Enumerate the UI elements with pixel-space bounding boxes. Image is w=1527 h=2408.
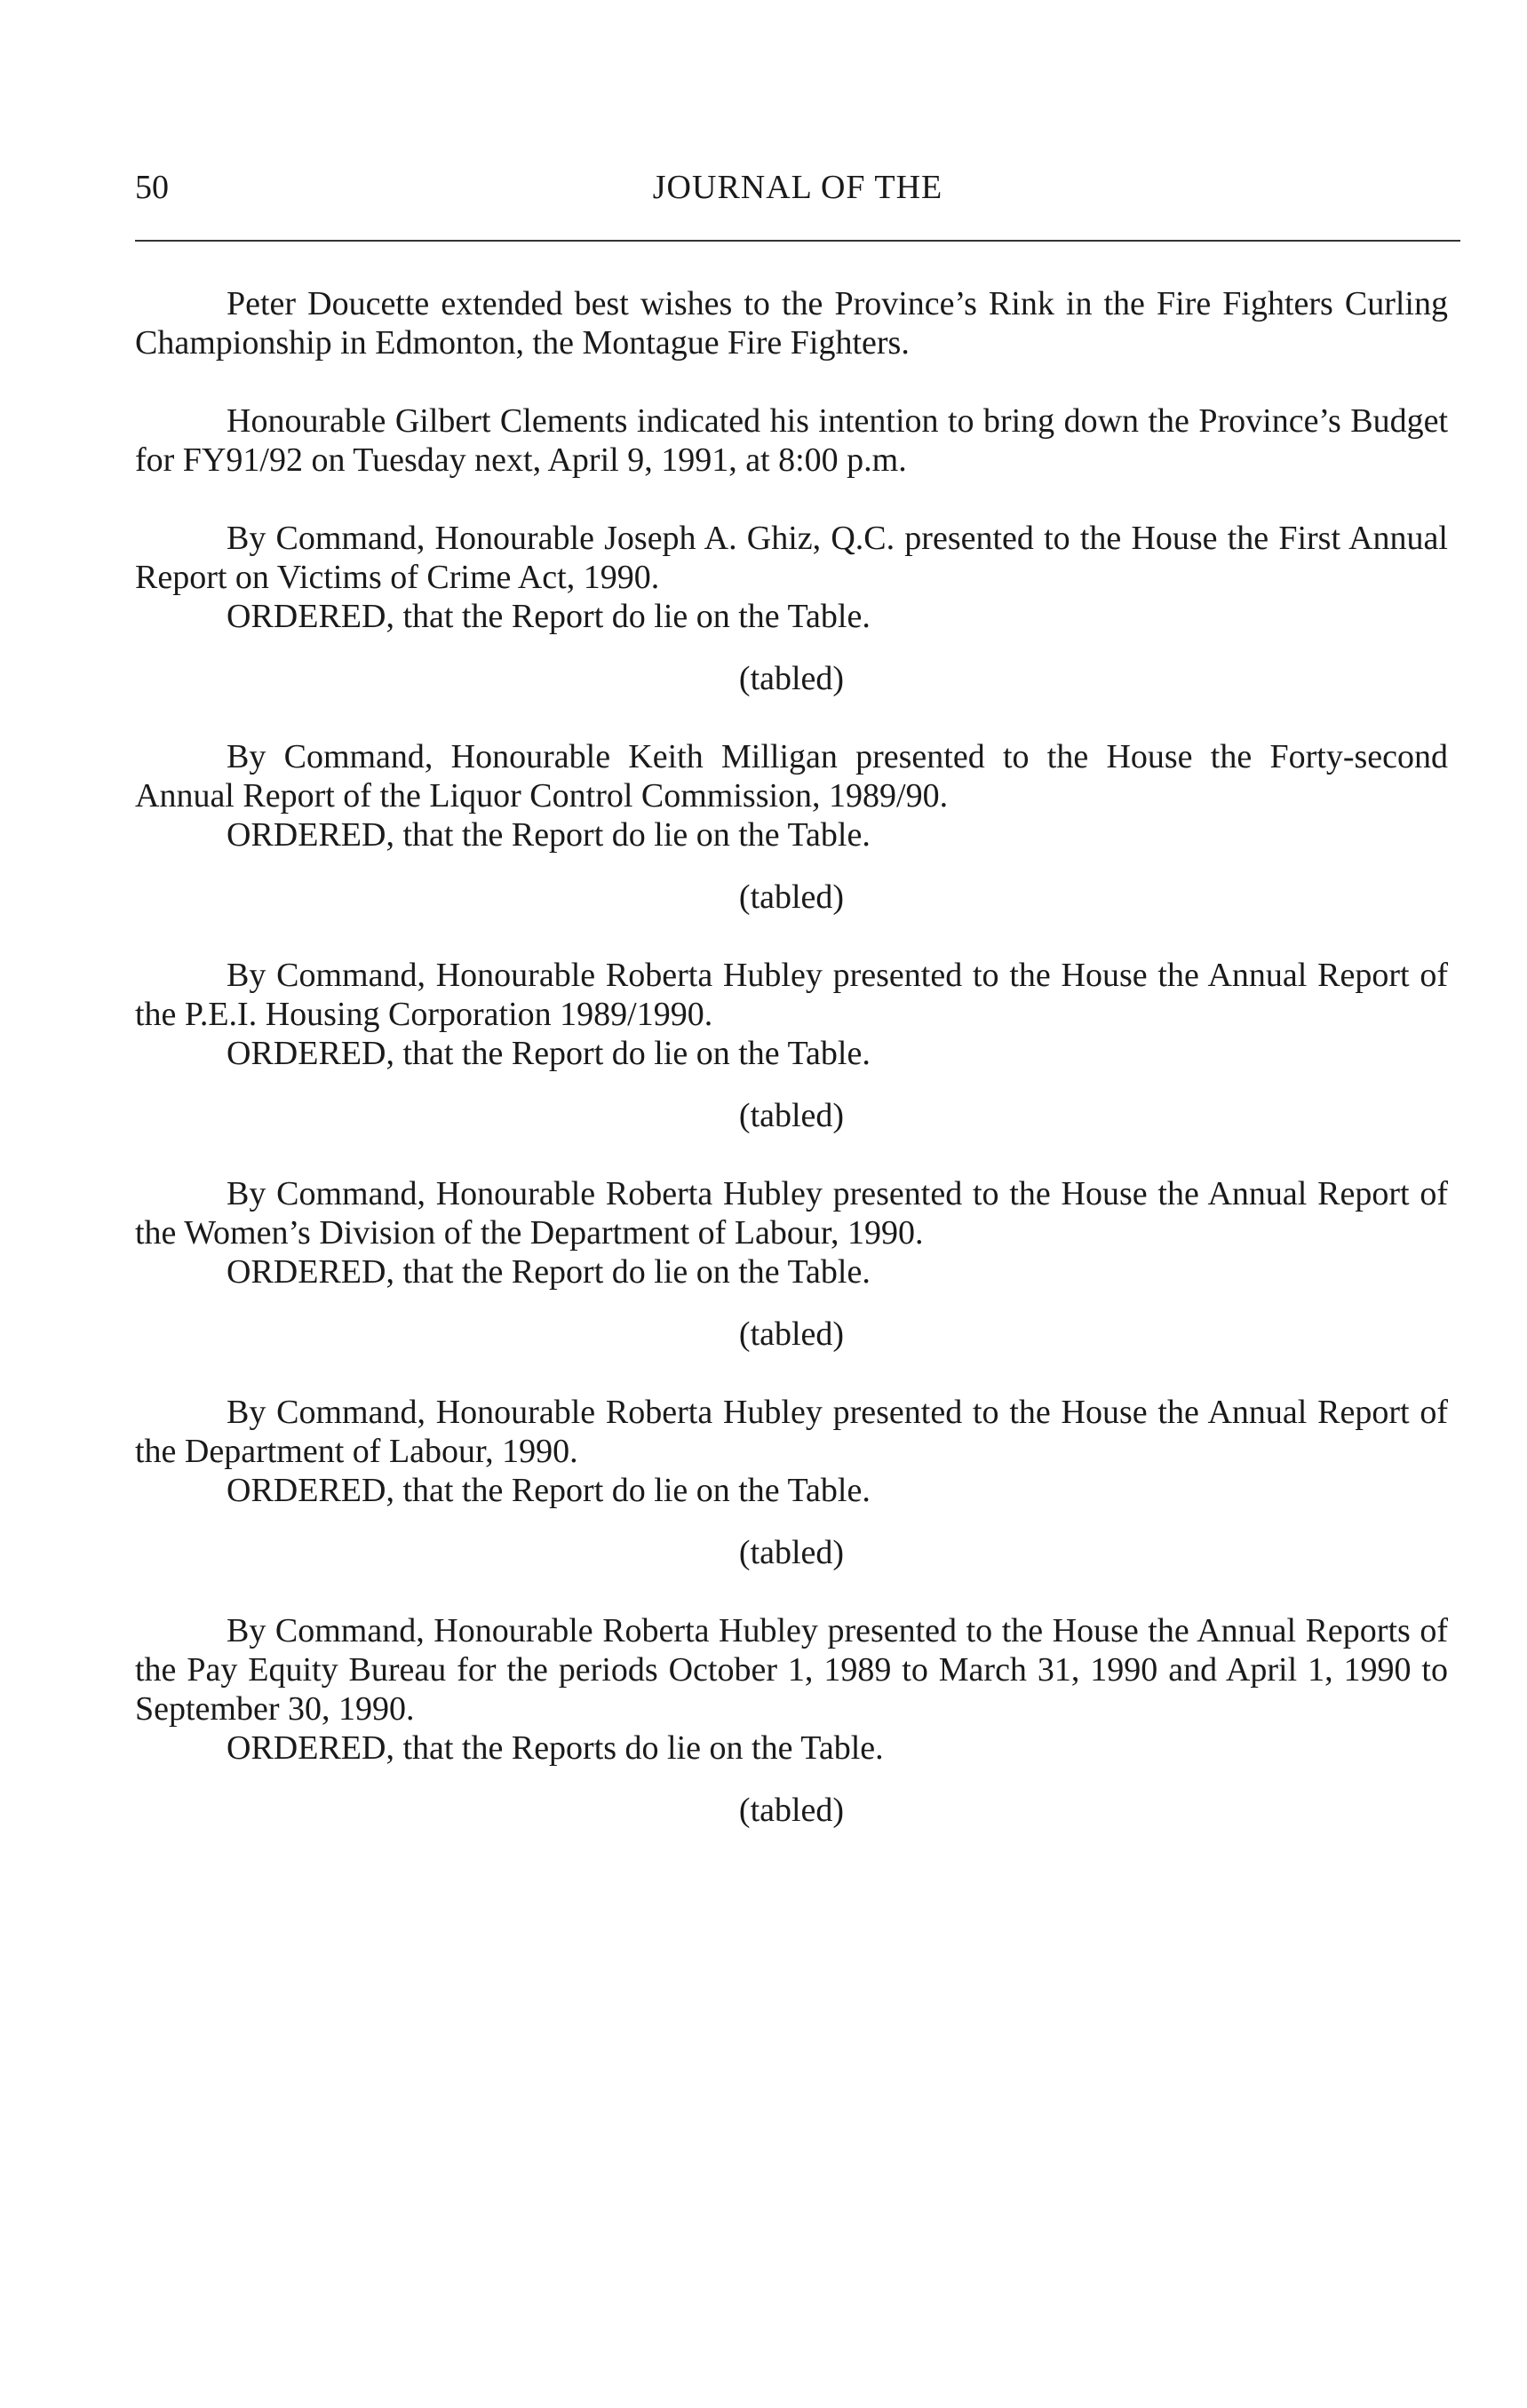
running-head: JOURNAL OF THE [652,169,943,206]
entry-paragraph: By Command, Honourable Roberta Hubley presented to the House the Annual Report of the Women’s Division of the Department of Labour, 1990. [135,1175,1448,1252]
ordered-line: ORDERED, that the Report do lie on the Table. [227,598,871,635]
page-header [135,165,1460,210]
tabled-note: (tabled) [738,1097,845,1134]
entry-paragraph: By Command, Honourable Roberta Hubley presented to the House the Annual Report of the Department of Labour, 1990. [135,1394,1448,1470]
tabled-note: (tabled) [738,878,845,916]
tabled-note: (tabled) [738,1534,845,1571]
ordered-line: ORDERED, that the Report do lie on the Table. [227,1035,871,1072]
entry-paragraph: By Command, Honourable Keith Milligan presented to the House the Forty-second Annual Report of the Liquor Control Commission, 1989/90. [135,738,1448,815]
tabled-note: (tabled) [738,1315,845,1353]
header-rule [135,240,1460,242]
ordered-line: ORDERED, that the Report do lie on the Table. [227,1253,871,1291]
entry-paragraph: By Command, Honourable Roberta Hubley presented to the House the Annual Reports of the Pay Equity Bureau for the periods October 1, 1989 to March 31, 1990 and April 1, 1990 to September 30, 1990. [135,1612,1448,1728]
entry-paragraph: By Command, Honourable Roberta Hubley presented to the House the Annual Report of the P.E.I. Housing Corporation 1989/1990. [135,957,1448,1033]
ordered-line: ORDERED, that the Reports do lie on the Table. [227,1729,884,1767]
ordered-line: ORDERED, that the Report do lie on the Table. [227,816,871,854]
tabled-note: (tabled) [738,660,845,697]
entry-paragraph: Honourable Gilbert Clements indicated his intention to bring down the Province’s Budget for FY91/92 on Tuesday next, April 9, 1991, at 8:00 p.m. [135,402,1448,479]
entry-paragraph: Peter Doucette extended best wishes to the Province’s Rink in the Fire Fighters Curling Championship in Edmonton, the Montague Fire Fighters. [135,285,1448,362]
tabled-note: (tabled) [738,1792,845,1829]
entry-paragraph: By Command, Honourable Joseph A. Ghiz, Q.C. presented to the House the First Annual Report on Victims of Crime Act, 1990. [135,520,1448,596]
ordered-line: ORDERED, that the Report do lie on the Table. [227,1472,871,1509]
journal-body [135,284,1448,1830]
page-number: 50 [135,169,169,206]
